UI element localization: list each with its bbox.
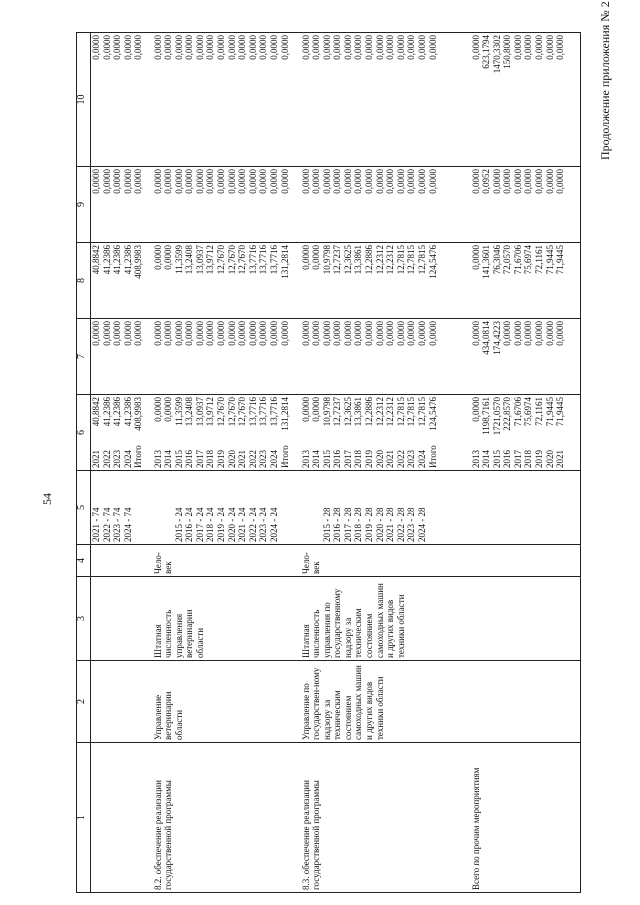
rotated-table-area — [76, 33, 622, 893]
local-values: 0,0000 0,0000 0,0000 0,0000 0,0000 0,0000 0,0000 0,0000 0,0000 0,0000 0,0000 0,0000 0,0000 — [153, 167, 301, 243]
local-values: 0,0000 0,0952 0,0000 0,0000 0,0000 0,0000 0,0000 0,0000 0,0000 — [471, 167, 581, 243]
regional-values: 0,0000 0,0000 11,3599 13,2408 13,0937 13,9712 12,7670 12,7670 12,7670 13,7716 13,7716 13,7716 131,2814 — [153, 243, 301, 319]
program-table — [76, 32, 581, 893]
federal-values: 0,0000 0,0000 0,0000 0,0000 0,0000 0,0000 0,0000 0,0000 0,0000 0,0000 0,0000 0,0000 0,0000 — [301, 319, 471, 395]
year-list: 2013 2014 2015 2016 2017 2018 2019 2020 2021 2022 2023 2024 Итого — [300, 445, 438, 468]
other-values: 0,0000 623,1794 1470,3302 150,8000 0,0000 0,0000 0,0000 0,0000 0,0000 — [471, 33, 581, 167]
other-values: 0,0000 0,0000 0,0000 0,0000 0,0000 — [91, 33, 153, 167]
col-header-6: 6 — [77, 395, 91, 471]
table-row — [153, 33, 301, 893]
col-header-3: 3 — [77, 577, 91, 661]
indicator-cell: Штатная численность управления ветеринарии области — [153, 577, 301, 661]
table-row — [301, 33, 471, 893]
executor-cell: Управление ветеринарии области — [153, 661, 301, 743]
regional-values: 40,8842 41,2386 41,2386 41,2386 408,9983 — [91, 243, 153, 319]
regional-values: 0,0000 141,3601 76,3046 72,0570 71,6706 75,6974 72,1161 71,9445 71,9445 — [471, 243, 581, 319]
column-number-row — [77, 33, 91, 893]
other-values: 0,0000 0,0000 0,0000 0,0000 0,0000 0,0000 0,0000 0,0000 0,0000 0,0000 0,0000 0,0000 0,0000 — [153, 33, 301, 167]
unit-cell — [91, 545, 153, 577]
table-row — [471, 33, 581, 893]
executor-cell — [91, 661, 153, 743]
local-values: 0,0000 0,0000 0,0000 0,0000 0,0000 — [91, 167, 153, 243]
col-header-5: 5 — [77, 471, 91, 545]
regional-values: 0,0000 0,0000 10,9798 12,7237 12,3625 13,3861 12,2886 12,2312 12,2312 12,7815 12,7815 12,7815 124,5476 — [301, 243, 471, 319]
year-list: 2013 2014 2015 2016 2017 2018 2019 2020 2021 — [470, 450, 566, 468]
unit-cell: Чело- век — [301, 545, 471, 577]
col-header-8: 8 — [77, 243, 91, 319]
total-values: 0,0000 0,0000 10,9798 12,7237 12,3625 13,3861 12,2886 12,2312 12,2312 12,7815 12,7815 12,7815 124,5476 — [300, 397, 438, 431]
other-values: 0,0000 0,0000 0,0000 0,0000 0,0000 0,0000 0,0000 0,0000 0,0000 0,0000 0,0000 0,0000 0,0000 — [301, 33, 471, 167]
measure-cell: Всего по прочим мероприятиям — [471, 743, 581, 893]
unit-cell — [471, 545, 581, 577]
table-row — [91, 33, 153, 893]
measure-cell: 8.2. обеспечение реализации государственной программы — [153, 743, 301, 893]
target-values-cell: 2021 - 74 2022 - 74 2023 - 74 2024 - 74 — [91, 471, 153, 545]
federal-values: 0,0000 0,0000 0,0000 0,0000 0,0000 — [91, 319, 153, 395]
measure-cell — [91, 743, 153, 893]
indicator-cell — [471, 577, 581, 661]
indicator-cell — [91, 577, 153, 661]
federal-values: 0,0000 0,0000 0,0000 0,0000 0,0000 0,0000 0,0000 0,0000 0,0000 0,0000 0,0000 0,0000 0,0000 — [153, 319, 301, 395]
col-header-2: 2 — [77, 661, 91, 743]
target-values-cell — [471, 471, 581, 545]
col-header-10: 10 — [77, 33, 91, 167]
federal-values: 0,0000 434,0814 174,4223 0,0000 0,0000 0,0000 0,0000 0,0000 0,0000 — [471, 319, 581, 395]
year-list: 2021 2022 2023 2024 Итого — [91, 445, 144, 468]
col-header-9: 9 — [77, 167, 91, 243]
local-values: 0,0000 0,0000 0,0000 0,0000 0,0000 0,0000 0,0000 0,0000 0,0000 0,0000 0,0000 0,0000 0,0000 — [301, 167, 471, 243]
total-values: 40,8842 41,2386 41,2386 41,2386 408,9983 — [91, 397, 144, 431]
col-header-7: 7 — [77, 319, 91, 395]
appendix-title: Продолжение приложения № 2 — [598, 1, 612, 160]
year-list: 2013 2014 2015 2016 2017 2018 2019 2020 2021 2022 2023 2024 Итого — [152, 445, 290, 468]
indicator-cell: Штатная численность управления по государственному надзору за техническим состоянием самоходных машин и других видов техники области — [301, 577, 471, 661]
col-header-4: 4 — [77, 545, 91, 577]
executor-cell — [471, 661, 581, 743]
total-values: 0,0000 1198,7161 1721,0570 222,8570 71,6706 75,6974 72,1161 71,9445 71,9445 — [470, 397, 566, 436]
page-number: 54 — [40, 493, 54, 505]
measure-cell: 8.3. обеспечение реализации государственной программы — [301, 743, 471, 893]
target-values-cell: 2015 - 28 2016 - 28 2017 - 28 2018 - 28 2019 - 28 2020 - 28 2021 - 28 2022 - 28 2023 - 28 2024 - 28 — [301, 471, 471, 545]
executor-cell: Управление по государствен-ному надзору за техническим состоянием самоходных машин и других видов техники области — [301, 661, 471, 743]
col-header-1: 1 — [77, 743, 91, 893]
total-values: 0,0000 0,0000 11,3599 13,2408 13,0937 13,9712 12,7670 12,7670 12,7670 13,7716 13,7716 13,7716 131,2814 — [152, 397, 290, 431]
unit-cell: Чело- век — [153, 545, 301, 577]
target-values-cell: 2015 - 24 2016 - 24 2017 - 24 2018 - 24 2019 - 24 2020 - 24 2021 - 24 2022 - 24 2023 - 24 2024 - 24 — [153, 471, 301, 545]
